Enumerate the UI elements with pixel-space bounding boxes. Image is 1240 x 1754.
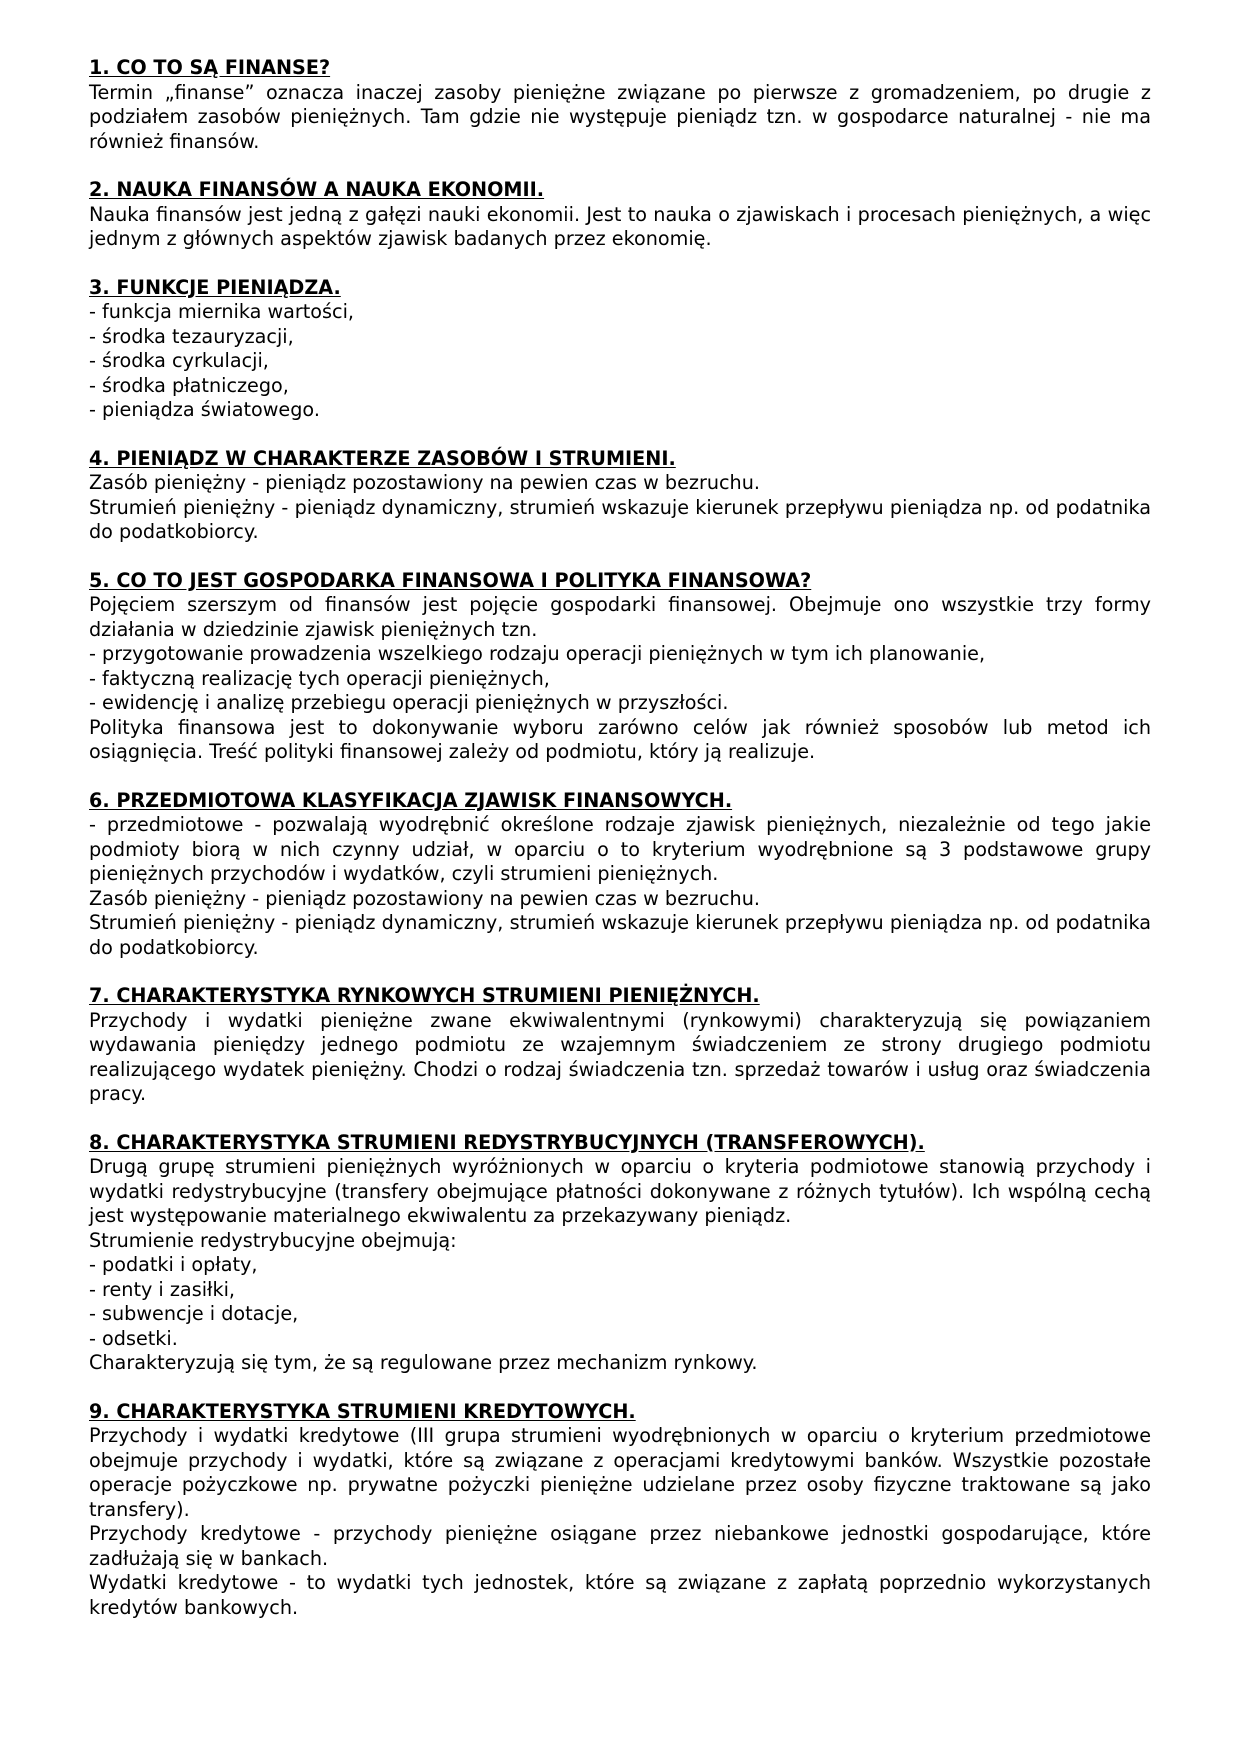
list-item: - pieniądza światowego. — [89, 398, 320, 421]
list-item: - odsetki. — [89, 1326, 178, 1350]
section-heading: 1. CO TO SĄ FINANSE? — [89, 56, 331, 79]
list-item: - ewidencję i analizę przebiegu operacji pieniężnych w przyszłości. — [89, 691, 729, 714]
paragraph: Termin „finanse” oznacza inaczej zasoby pieniężne związane po pierwsze z gromadzeniem, po drugie z podziałem zasobów pieniężnych. Tam gdzie nie występuje pieniądz tzn. w gospodarce naturalnej - nie ma również finansów. — [89, 80, 1151, 153]
list-item: - środka cyrkulacji, — [89, 349, 269, 372]
document-body — [89, 56, 1151, 1644]
paragraph: Strumień pieniężny - pieniądz dynamiczny, strumień wskazuje kierunek przepływu pieniądza np. od podatnika do podatkobiorcy. — [89, 495, 1151, 543]
list-item: - funkcja miernika wartości, — [89, 300, 355, 323]
section-6 — [89, 789, 1151, 961]
list-item: Charakteryzują się tym, że są regulowane przez mechanizm rynkowy. — [89, 1351, 758, 1374]
list-item: - faktyczną realizację tych operacji pieniężnych, — [89, 666, 550, 690]
paragraph: Wydatki kredytowe - to wydatki tych jednostek, które są związane z zapłatą poprzednio wykorzystanych kredytów bankowych. — [89, 1571, 1151, 1619]
section-9 — [89, 1400, 1151, 1621]
section-1 — [89, 56, 1151, 154]
paragraph: Zasób pieniężny - pieniądz pozostawiony na pewien czas w bezruchu. — [89, 886, 760, 910]
list-item: - podatki i opłaty, — [89, 1253, 258, 1276]
paragraph: Nauka finansów jest jedną z gałęzi nauki ekonomii. Jest to nauka o zjawiskach i procesach pieniężnych, a więc jednym z głównych aspektów zjawisk badanych przez ekonomię. — [89, 202, 1151, 250]
section-heading: 9. CHARAKTERYSTYKA STRUMIENI KREDYTOWYCH. — [89, 1399, 636, 1423]
section-heading: 7. CHARAKTERYSTYKA RYNKOWYCH STRUMIENI PIENIĘŻNYCH. — [89, 984, 760, 1007]
section-heading: 6. PRZEDMIOTOWA KLASYFIKACJA ZJAWISK FINANSOWYCH. — [89, 788, 733, 812]
section-5 — [89, 569, 1151, 765]
paragraph: Pojęciem szerszym od finansów jest pojęcie gospodarki finansowej. Obejmuje ono wszystkie trzy formy działania w dziedzinie zjawisk pieniężnych tzn. — [89, 593, 1151, 641]
section-heading: 4. PIENIĄDZ W CHARAKTERZE ZASOBÓW I STRUMIENI. — [89, 446, 676, 470]
section-2 — [89, 178, 1151, 252]
list-item: - przygotowanie prowadzenia wszelkiego rodzaju operacji pieniężnych w tym ich planowanie, — [89, 642, 986, 665]
list-item: - subwencje i dotacje, — [89, 1302, 299, 1325]
paragraph: Drugą grupę strumieni pieniężnych wyróżnionych w oparciu o kryteria podmiotowe stanowią przychody i wydatki redystrybucyjne (transfery obejmujące płatności dokonywane z różnych tytułów). Ich wspólną cechą jest występowanie materialnego ekwiwalentu za przekazywany pieniądz. — [89, 1155, 1151, 1227]
paragraph: Zasób pieniężny - pieniądz pozostawiony na pewien czas w bezruchu. — [89, 471, 760, 494]
paragraph: Strumień pieniężny - pieniądz dynamiczny, strumień wskazuje kierunek przepływu pieniądza np. od podatnika do podatkobiorcy. — [89, 911, 1151, 959]
section-8 — [89, 1131, 1151, 1376]
list-item: - środka tezauryzacji, — [89, 324, 294, 348]
section-heading: 2. NAUKA FINANSÓW A NAUKA EKONOMII. — [89, 178, 545, 201]
section-4 — [89, 447, 1151, 545]
list-item: - renty i zasiłki, — [89, 1277, 236, 1301]
section-3 — [89, 276, 1151, 423]
paragraph: Przychody kredytowe - przychody pieniężne osiągane przez niebankowe jednostki gospodarujące, które zadłużają się w bankach. — [89, 1522, 1151, 1570]
section-7 — [89, 984, 1151, 1107]
section-heading: 5. CO TO JEST GOSPODARKA FINANSOWA I POLITYKA FINANSOWA? — [89, 568, 812, 592]
paragraph: - przedmiotowe - pozwalają wyodrębnić określone rodzaje zjawisk pieniężnych, niezależnie od tego jakie podmioty biorą w nich czynny udział, w oparciu o to kryterium wyodrębnione są 3 podstawowe grupy pieniężnych przychodów i wydatków, czyli strumieni pieniężnych. — [89, 813, 1151, 885]
section-heading: 3. FUNKCJE PIENIĄDZA. — [89, 275, 341, 299]
list-item: Strumienie redystrybucyjne obejmują: — [89, 1228, 457, 1252]
paragraph: Przychody i wydatki kredytowe (III grupa strumieni wyodrębnionych w oparciu o kryterium przedmiotowe obejmuje przychody i wydatki, które są związane z operacjami kredytowymi banków. Wszystkie pozostałe operacje pożyczkowe np. prywatne pożyczki pieniężne udzielane przez osoby fizyczne traktowane są jako transfery). — [89, 1424, 1151, 1521]
paragraph: Polityka finansowa jest to dokonywanie wyboru zarówno celów jak również sposobów lub metod ich osiągnięcia. Treść polityki finansowej zależy od podmiotu, który ją realizuje. — [89, 715, 1151, 763]
paragraph: Przychody i wydatki pieniężne zwane ekwiwalentnymi (rynkowymi) charakteryzują się powiązaniem wydawania pieniędzy jednego podmiotu ze wzajemnym świadczeniem ze strony drugiego podmiotu realizującego wydatek pieniężny. Chodzi o rodzaj świadczenia tzn. sprzedaż towarów i usług oraz świadczenia pracy. — [89, 1008, 1151, 1105]
section-heading: 8. CHARAKTERYSTYKA STRUMIENI REDYSTRYBUCYJNYCH (TRANSFEROWYCH). — [89, 1130, 925, 1154]
list-item: - środka płatniczego, — [89, 373, 289, 397]
